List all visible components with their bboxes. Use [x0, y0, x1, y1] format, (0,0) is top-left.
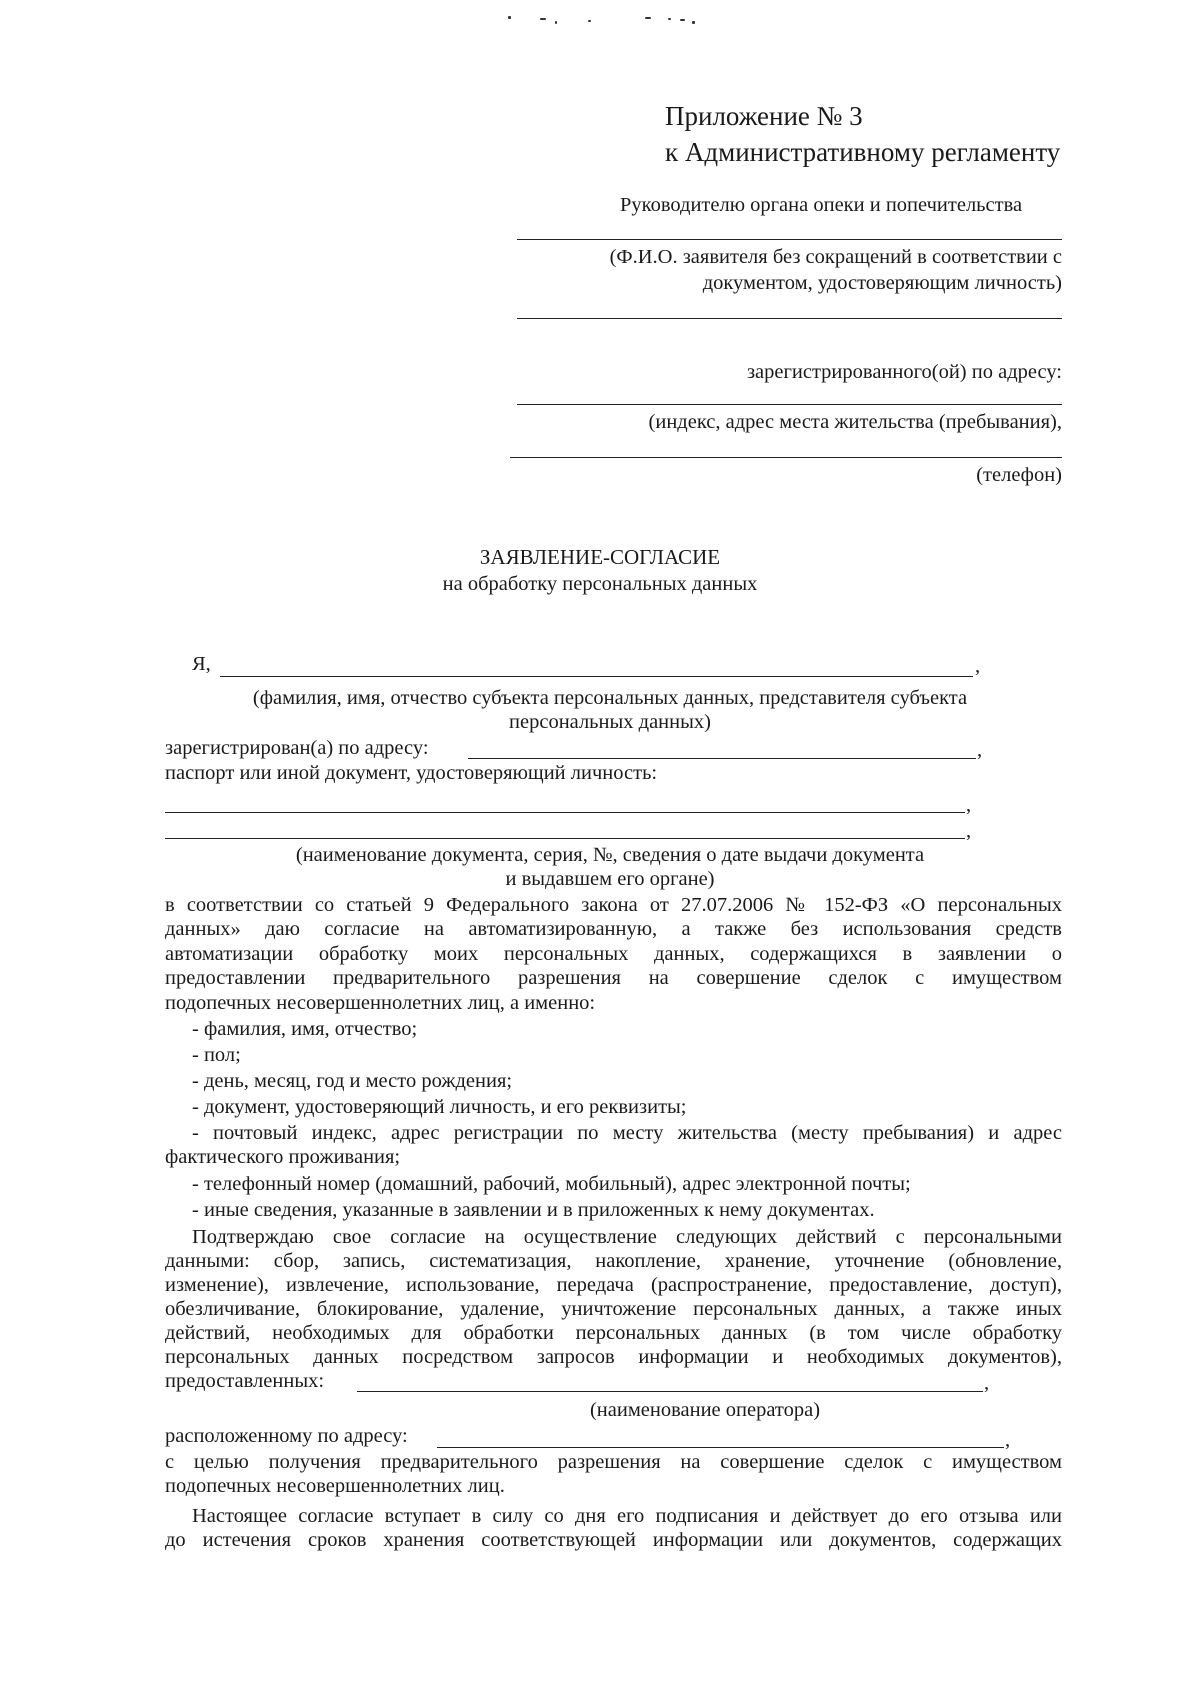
data-item: - телефонный номер (домашний, рабочий, мобильный), адрес электронной почты; [192, 1173, 911, 1195]
document-hint-1: (наименование документа, серия, №, сведения о дате выдачи документа [295, 844, 925, 866]
provided-label: предоставленных: [165, 1370, 325, 1392]
data-item: - день, месяц, год и место рождения; [192, 1070, 513, 1092]
document-hint-2: и выдавшем его органе) [505, 868, 715, 890]
document-title: ЗАЯВЛЕНИЕ-СОГЛАСИЕ [479, 545, 721, 569]
consent-p2-line: обезличивание, блокирование, удаление, уничтожение персональных данных, а также иных [165, 1298, 1062, 1320]
appendix-regulation: к Административному регламенту [665, 137, 1061, 167]
document-subtitle: на обработку персональных данных [442, 573, 758, 595]
comma: , [966, 794, 972, 816]
operator-address-line [437, 1447, 1004, 1448]
appendix-number: Приложение № 3 [665, 101, 863, 131]
consent-p3-line: Настоящее согласие вступает в силу со дня его подписания и действует до его отзыва или [192, 1505, 1062, 1527]
scan-artifact [500, 12, 720, 32]
comma: , [984, 1372, 990, 1394]
located-label: расположенному по адресу: [165, 1425, 408, 1447]
document-line-2 [165, 838, 965, 839]
address-hint: (индекс, адрес места жительства (пребывания), [648, 411, 1062, 433]
data-item: - почтовый индекс, адрес регистрации по месту жительства (месту пребывания) и адрес [192, 1122, 1062, 1144]
consent-p2-line: персональных данных посредством запросов информации и необходимых документов), [165, 1346, 1062, 1368]
data-item-cont: фактического проживания; [165, 1146, 401, 1168]
comma: , [966, 820, 972, 842]
registered-address-line [468, 758, 976, 759]
fio-hint-2: документом, удостоверяющим личность) [702, 272, 1062, 294]
purpose-line: подопечных несовершеннолетних лиц. [165, 1475, 505, 1497]
consent-p2-line: Подтверждаю свое согласие на осуществление следующих действий с персональными [192, 1226, 1062, 1248]
operator-hint: (наименование оператора) [589, 1399, 821, 1421]
phone-line [510, 457, 1062, 458]
registered-label: зарегистрированного(ой) по адресу: [746, 361, 1062, 383]
operator-line [357, 1391, 983, 1392]
data-item: - иные сведения, указанные в заявлении и в приложенных к нему документах. [192, 1199, 875, 1221]
consent-p2-line: данными: сбор, запись, систематизация, накопление, хранение, уточнение (обновление, [165, 1250, 1062, 1272]
addressee-to: Руководителю органа опеки и попечительства [620, 194, 1023, 216]
document-line-1 [165, 812, 965, 813]
consent-p3-line: до истечения сроков хранения соответствующей информации или документов, содержащих [165, 1529, 1062, 1551]
data-item: - пол; [192, 1044, 241, 1066]
comma: , [975, 655, 981, 677]
consent-p2-line: изменение), извлечение, использование, передача (распространение, предоставление, доступ), [165, 1274, 1062, 1296]
consent-p1-line: предоставлении предварительного разрешения на совершение сделок с имуществом [165, 967, 1062, 989]
ya-label: Я, [192, 653, 211, 675]
consent-p1-last: подопечных несовершеннолетних лиц, а именно: [165, 992, 596, 1014]
comma: , [977, 739, 983, 761]
fio-line [517, 239, 1062, 240]
fio-line-2 [517, 318, 1062, 319]
consent-p1-line: в соответствии со статьей 9 Федерального закона от 27.07.2006 № 152-ФЗ «О персональных [165, 894, 1062, 916]
subject-hint-2: персональных данных) [509, 711, 711, 733]
consent-p1-line: автоматизации обработку моих персональных данных, содержащихся в заявлении о [165, 943, 1062, 965]
passport-label: паспорт или иной документ, удостоверяющий личность: [165, 762, 658, 784]
data-item: - фамилия, имя, отчество; [192, 1018, 418, 1040]
data-item: - документ, удостоверяющий личность, и его реквизиты; [192, 1096, 687, 1118]
consent-p2-line: действий, необходимых для обработки персональных данных (в том числе обработку [165, 1322, 1062, 1344]
registered-address-label: зарегистрирован(а) по адресу: [165, 737, 429, 759]
comma: , [1005, 1429, 1011, 1451]
subject-hint-1: (фамилия, имя, отчество субъекта персональных данных, представителя субъекта [252, 687, 968, 709]
applicant-name-line [220, 676, 973, 677]
address-line [517, 404, 1062, 405]
purpose-line: с целью получения предварительного разрешения на совершение сделок с имуществом [165, 1451, 1062, 1473]
consent-p1-line: данных» даю согласие на автоматизированную, а также без использования средств [165, 918, 1062, 940]
fio-hint-1: (Ф.И.О. заявителя без сокращений в соответствии с [609, 246, 1062, 268]
phone-hint: (телефон) [976, 464, 1062, 486]
